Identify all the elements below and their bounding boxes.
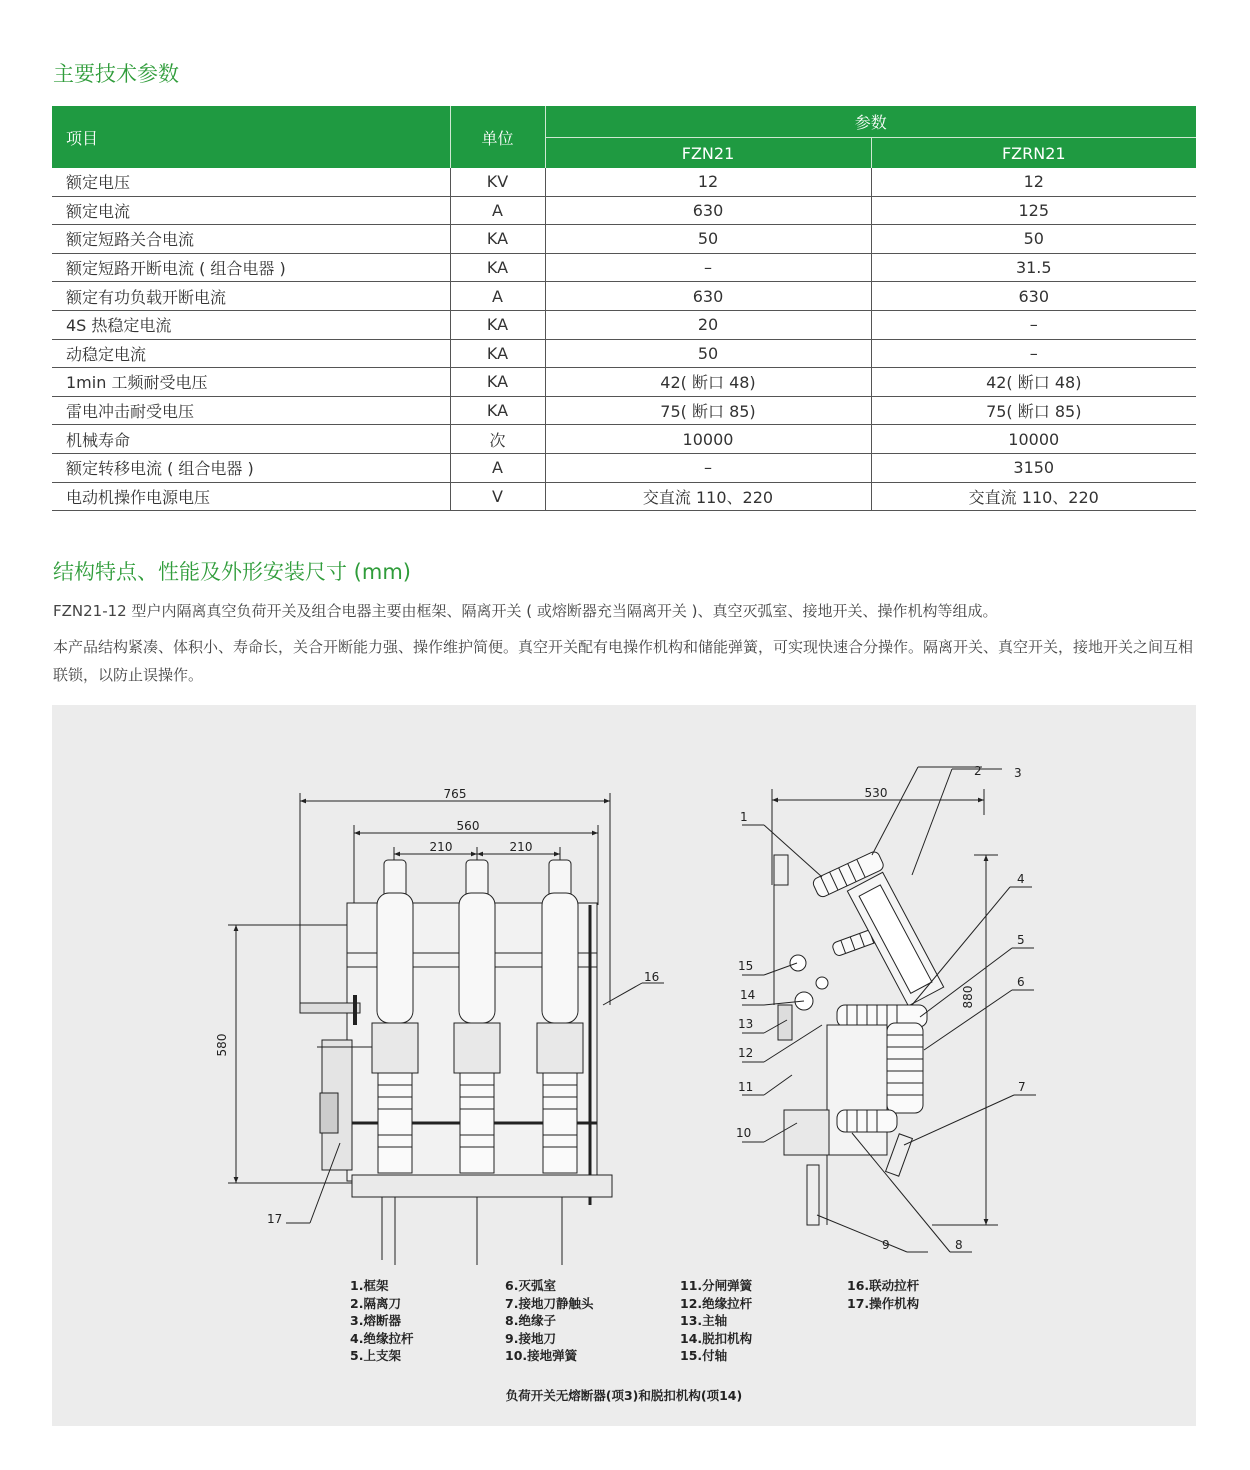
row-unit: V — [450, 482, 545, 511]
row-value-fzn21: – — [545, 253, 871, 282]
table-row — [52, 225, 1196, 254]
table-row — [52, 196, 1196, 225]
row-unit: A — [450, 453, 545, 482]
table-row — [52, 482, 1196, 511]
row-name: 额定电流 — [52, 196, 450, 225]
technical-drawing-panel — [52, 705, 1196, 1426]
spec-section-title: 主要技术参数 — [53, 62, 179, 86]
legend-item: 11.分闸弹簧 — [680, 1278, 753, 1293]
legend-item: 17.操作机构 — [847, 1295, 920, 1311]
row-value-fzrn21: 630 — [871, 282, 1196, 311]
description-paragraph-2: 本产品结构紧凑、体积小、寿命长，关合开断能力强、操作维护简便。真空开关配有电操作机构和储能弹簧，可实现快速合分操作。隔离开关、真空开关，接地开关之间互相联锁，以防止误操作。 — [53, 638, 1194, 684]
legend-column-4 — [847, 1277, 919, 1312]
row-value-fzn21: 50 — [545, 339, 871, 368]
callout-3: 3 — [1014, 766, 1022, 780]
row-name: 动稳定电流 — [52, 339, 450, 368]
row-value-fzrn21: 50 — [871, 225, 1196, 254]
row-value-fzrn21: 3150 — [871, 453, 1196, 482]
dim-side-depth: 530 — [864, 786, 888, 800]
row-unit: KA — [450, 225, 545, 254]
header-model-fzrn21: FZRN21 — [871, 138, 1196, 169]
table-row — [52, 282, 1196, 311]
legend-item: 13.主轴 — [680, 1313, 728, 1329]
legend-item: 2.隔离刀 — [350, 1295, 401, 1311]
legend-item: 4.绝缘拉杆 — [350, 1330, 414, 1346]
row-value-fzrn21: 75( 断口 85) — [871, 396, 1196, 425]
table-row — [52, 396, 1196, 425]
callout-12: 12 — [738, 1046, 754, 1060]
row-unit: KV — [450, 168, 545, 196]
row-name: 1min 工频耐受电压 — [52, 368, 450, 397]
row-value-fzn21: 20 — [545, 310, 871, 339]
table-row — [52, 368, 1196, 397]
row-value-fzn21: 75( 断口 85) — [545, 396, 871, 425]
table-row — [52, 310, 1196, 339]
row-unit: A — [450, 196, 545, 225]
row-unit: KA — [450, 339, 545, 368]
row-value-fzn21: – — [545, 453, 871, 482]
row-name: 额定有功负载开断电流 — [52, 282, 450, 311]
callout-8: 8 — [955, 1238, 963, 1252]
header-params: 参数 — [545, 106, 1196, 138]
row-unit: KA — [450, 368, 545, 397]
legend-column-3 — [680, 1277, 752, 1365]
callout-16: 16 — [644, 970, 660, 984]
row-value-fzrn21: – — [871, 339, 1196, 368]
legend-item: 15.付轴 — [680, 1348, 728, 1364]
row-value-fzrn21: 31.5 — [871, 253, 1196, 282]
row-name: 4S 热稳定电流 — [52, 310, 450, 339]
row-name: 电动机操作电源电压 — [52, 482, 450, 511]
row-value-fzrn21: 10000 — [871, 425, 1196, 454]
callout-4: 4 — [1017, 872, 1025, 886]
legend-item: 12.绝缘拉杆 — [680, 1295, 753, 1311]
legend-item: 14.脱扣机构 — [680, 1330, 753, 1346]
dim-front-width-inner: 560 — [456, 819, 480, 833]
row-name: 额定短路关合电流 — [52, 225, 450, 254]
row-unit: 次 — [450, 425, 545, 454]
row-unit: A — [450, 282, 545, 311]
table-row — [52, 453, 1196, 482]
row-value-fzrn21: 125 — [871, 196, 1196, 225]
row-value-fzn21: 12 — [545, 168, 871, 196]
row-value-fzrn21: 42( 断口 48) — [871, 368, 1196, 397]
callout-7: 7 — [1018, 1080, 1026, 1094]
callout-5: 5 — [1017, 933, 1025, 947]
legend-item: 1.框架 — [350, 1278, 389, 1293]
legend-column-1 — [350, 1277, 413, 1365]
structure-section-title: 结构特点、性能及外形安装尺寸 (mm) — [53, 560, 411, 584]
description-paragraph-1: FZN21-12 型户内隔离真空负荷开关及组合电器主要由框架、隔离开关 ( 或熔断器充当隔离开关 )、真空灭弧室、接地开关、操作机构等组成。 — [53, 602, 998, 620]
dim-phase-pitch-2: 210 — [509, 840, 533, 854]
legend-item: 9.接地刀 — [505, 1330, 556, 1346]
row-value-fzn21: 交直流 110、220 — [545, 482, 871, 511]
dim-phase-pitch-1: 210 — [429, 840, 453, 854]
row-value-fzn21: 42( 断口 48) — [545, 368, 871, 397]
legend-item: 3.熔断器 — [350, 1313, 401, 1329]
row-value-fzrn21: – — [871, 310, 1196, 339]
table-row — [52, 425, 1196, 454]
callout-15: 15 — [738, 959, 754, 973]
row-name: 额定转移电流 ( 组合电器 ) — [52, 453, 450, 482]
header-item: 项目 — [52, 106, 450, 168]
legend-item: 8.绝缘子 — [505, 1313, 556, 1329]
row-value-fzn21: 50 — [545, 225, 871, 254]
spec-table-body — [52, 168, 1196, 511]
callout-1: 1 — [740, 810, 748, 824]
callout-11: 11 — [738, 1080, 754, 1094]
row-name: 雷电冲击耐受电压 — [52, 396, 450, 425]
callout-17: 17 — [267, 1212, 283, 1226]
row-value-fzn21: 630 — [545, 196, 871, 225]
callout-10: 10 — [736, 1126, 752, 1140]
callout-9: 9 — [882, 1238, 890, 1252]
legend-item: 7.接地刀静触头 — [505, 1295, 594, 1311]
callout-13: 13 — [738, 1017, 754, 1031]
row-value-fzn21: 10000 — [545, 425, 871, 454]
callout-6: 6 — [1017, 975, 1025, 989]
dim-front-height: 580 — [215, 1033, 229, 1057]
dimension-drawing — [52, 705, 1196, 1385]
figure-caption: 负荷开关无熔断器(项3)和脱扣机构(项14) — [505, 1388, 743, 1403]
legend-item: 5.上支架 — [350, 1348, 401, 1364]
row-unit: KA — [450, 396, 545, 425]
legend-item: 16.联动拉杆 — [847, 1278, 920, 1293]
row-name: 机械寿命 — [52, 425, 450, 454]
row-unit: KA — [450, 253, 545, 282]
legend-column-2 — [505, 1277, 593, 1365]
header-unit: 单位 — [450, 106, 545, 168]
legend-item: 6.灭弧室 — [505, 1278, 556, 1293]
header-model-fzn21: FZN21 — [545, 138, 871, 169]
row-value-fzn21: 630 — [545, 282, 871, 311]
row-value-fzrn21: 交直流 110、220 — [871, 482, 1196, 511]
row-name: 额定电压 — [52, 168, 450, 196]
callout-2: 2 — [974, 764, 982, 778]
row-value-fzrn21: 12 — [871, 168, 1196, 196]
table-row — [52, 168, 1196, 196]
callout-14: 14 — [740, 988, 756, 1002]
row-name: 额定短路开断电流 ( 组合电器 ) — [52, 253, 450, 282]
table-row — [52, 253, 1196, 282]
legend-item: 10.接地弹簧 — [505, 1348, 578, 1364]
spec-table — [52, 106, 1196, 511]
dim-front-width-total: 765 — [443, 787, 467, 801]
dim-side-height: 880 — [961, 985, 975, 1009]
row-unit: KA — [450, 310, 545, 339]
table-row — [52, 339, 1196, 368]
